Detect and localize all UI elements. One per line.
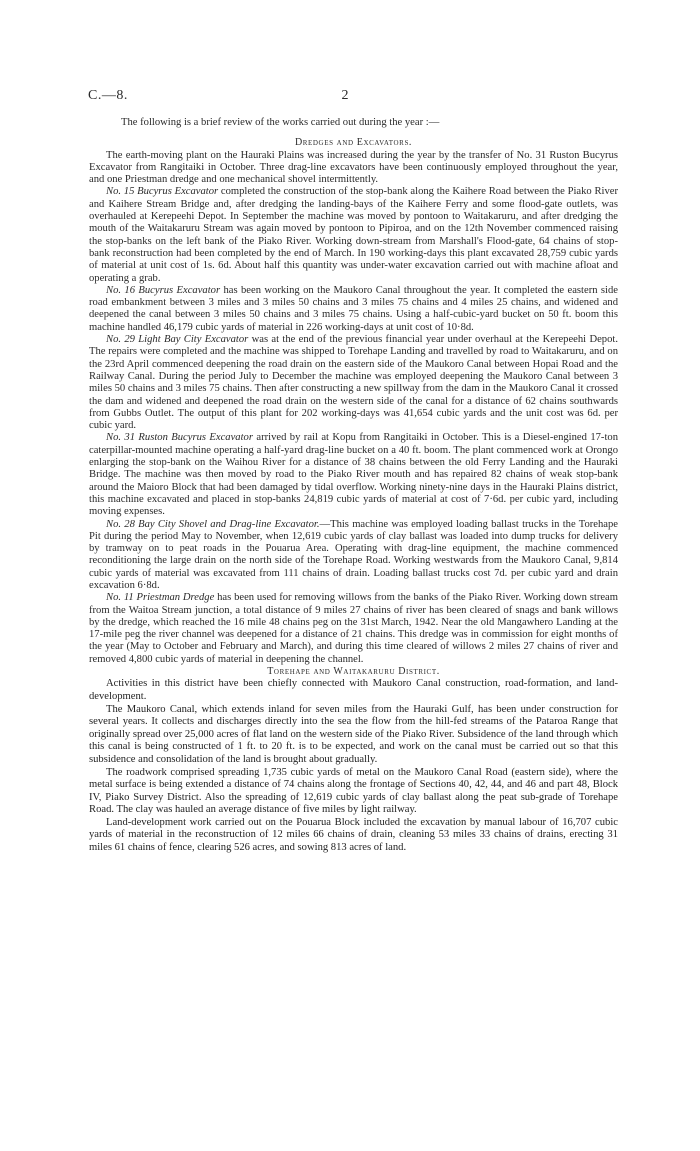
paragraph: No. 16 Bucyrus Excavator has been working on the Maukoro Canal throughout the year. It completed the eastern side road embankment between 3 miles and 3 miles 50 chains and 3 miles 75 chains and 4 miles 25 chains, and widened and deepened the canal between 3 miles 50 chains and 3 miles 75 chains. Using a half-cubic-yard bucket on 50 ft. boom this machine handled 46,179 cubic yards of material in 226 working-days at unit cost of 10·8d. [89, 284, 618, 333]
body-text [89, 117, 618, 855]
intro-sentence: The following is a brief review of the works carried out during the year :— [121, 117, 440, 128]
section-heading-torehape: Torehape and Waitakaruru District. [267, 666, 440, 678]
paragraph: No. 15 Bucyrus Excavator completed the construction of the stop-bank along the Kaihere Road between the Piako River and Kaihere Stream Bridge and, after dredging the landing-bays of the Kaihere Ferry and some flood-gate outlets, was overhauled at Kerepeehi Depot. In September the machine was moved by pontoon to Waitakaruru, and after dredging the mouth of the Waitakaruru Stream was again moved by pontoon to Pipiroa, and on the 12th November commenced raising the stop-banks on the left bank of the Piako River. Working down-stream from Marshall's Flood-gate, 64 chains of stop-bank reconstruction had been completed by the end of March. In 190 working-days this plant excavated 28,759 cubic yards of material at unit cost of 1s. 6d. About half this quantity was under-water excavation carried out with machine afloat and operating a grab. [89, 186, 618, 284]
paragraph: The earth-moving plant on the Hauraki Plains was increased during the year by the transfer of No. 31 Ruston Bucyrus Excavator from Rangitaiki in October. Three drag-line excavators have been continuously employed throughout the year, and one Priestman dredge and one mechanical shovel intermittently. [89, 149, 618, 186]
paragraph: No. 11 Priestman Dredge has been used for removing willows from the banks of the Piako River. Working down stream from the Waitoa Stream junction, a total distance of 9 miles 27 chains of river has been cleared of snags and bank willows by the dredge, which reached the 16 mile 48 chains peg on the 31st March, 1942. Near the old Mangawhero Landing at the 17-mile peg the river channel was deepened for a distance of 21 chains. This dredge was in commission for eight months of the year (May to October and February and March), and during this time cleared of willows 2 miles 27 chains of river and removed 4,800 cubic yards of material in deepening the channel. [89, 592, 618, 665]
page-number: 2 [341, 88, 349, 103]
machine-name: No. 15 Bucyrus Excavator [106, 186, 219, 198]
machine-name: No. 11 Priestman Dredge [106, 592, 215, 604]
paragraph: No. 29 Light Bay City Excavator was at the end of the previous financial year under overhaul at the Kerepeehi Depot. The repairs were completed and the machine was shipped to Torehape Landing and travelled by road to Waitakaruru, and on the 23rd April commenced deepening the road drain on the eastern side of the Maukoro Canal between Hopai Road and the Railway Canal. During the period July to December the machine was employed deepening the Maukoro Canal between 3 miles 50 chains and 3 miles 75 chains. Then after constructing a new spillway from the dam in the Maukoro Canal it crossed the dam and widened and deepened the road drain on the western side of the canal for a distance of 62 chains southwards from Gubbs Outlet. The output of this plant for 202 working-days was 41,654 cubic yards and the unit cost was 6d. per cubic yard. [89, 334, 618, 432]
paragraph: Activities in this district have been chiefly connected with Maukoro Canal construction, road-formation, and land-development. [89, 678, 618, 702]
paragraph: Land-development work carried out on the Pouarua Block included the excavation by manual labour of 16,707 cubic yards of material in the reconstruction of 12 miles 66 chains of drain, cleaning 53 miles 33 chains of drains, erecting 31 miles 61 chains of fence, clearing 526 acres, and sowing 813 acres of land. [89, 816, 618, 854]
paragraph: No. 28 Bay City Shovel and Drag-line Excavator.—This machine was employed loading ballast trucks in the Torehape Pit during the period May to November, when 12,619 cubic yards of clay ballast was loaded into dump trucks for delivery by tramway on to peat roads in the Pouarua Area. Operating with drag-line equipment, the machine commenced reconditioning the large drain on the north side of the Torehape Road. Working westwards from the Maukoro Canal, 9,814 cubic yards of material was excavated from 111 chains of drain. Loading ballast trucks cost 7d. per cubic yard and drain excavation 6·8d. [89, 518, 618, 591]
section-dredges [89, 150, 618, 666]
machine-name: No. 29 Light Bay City Excavator [106, 334, 249, 346]
document-code: C.—8. [88, 88, 128, 103]
machine-name: No. 16 Bucyrus Excavator [106, 284, 221, 296]
paragraph: The roadwork comprised spreading 1,735 cubic yards of metal on the Maukoro Canal Road (eastern side), where the metal surface is being extended a distance of 74 chains along the frontage of Sections 40, 42, 44, and 46 and part 48, Block IV, Piako Survey District. Also the spreading of 12,619 cubic yards of clay ballast along the peat sub-grade of Torehape Road. The clay was hauled an average distance of five miles by light railway. [89, 766, 618, 816]
section-torehape [89, 678, 618, 854]
paragraph: The Maukoro Canal, which extends inland for seven miles from the Hauraki Gulf, has been under construction for several years. It collects and discharges directly into the sea the flow from the hill-fed streams of the Pataroa Range that originally spread over 25,000 acres of flat land on the western side of the Piako River. Subsidence of the land through which this canal is being constructed of 1 ft. to 20 ft. is to be expected, and work on the canal must be carried out so that this subsidence and consolidation of the land is brought about gradually. [89, 703, 618, 765]
section-heading-dredges: Dredges and Excavators. [294, 137, 413, 149]
machine-name: No. 28 Bay City Shovel and Drag-line Excavator. [106, 518, 320, 530]
paragraph: No. 31 Ruston Bucyrus Excavator arrived by rail at Kopu from Rangitaiki in October. This is a Diesel-engined 17-ton caterpillar-mounted machine operating a half-yard drag-line bucket on a 40 ft. boom. The plant commenced work at Orongo enlarging the stop-bank on the Waihou River for a distance of 38 chains between the old Ferry Landing and the Hauraki Bridge. The machine was then moved by road to the Piako River mouth and has repaired 82 chains of weak stop-bank around the Maioro Block that had been damaged by tidal overflow. Working ninety-nine days in the Hauraki Plains district, this machine excavated and placed in stop-banks 24,819 cubic yards of material at cost of 7·6d. per cubic yard, including moving expenses. [89, 432, 619, 518]
machine-name: No. 31 Ruston Bucyrus Excavator [106, 432, 253, 444]
